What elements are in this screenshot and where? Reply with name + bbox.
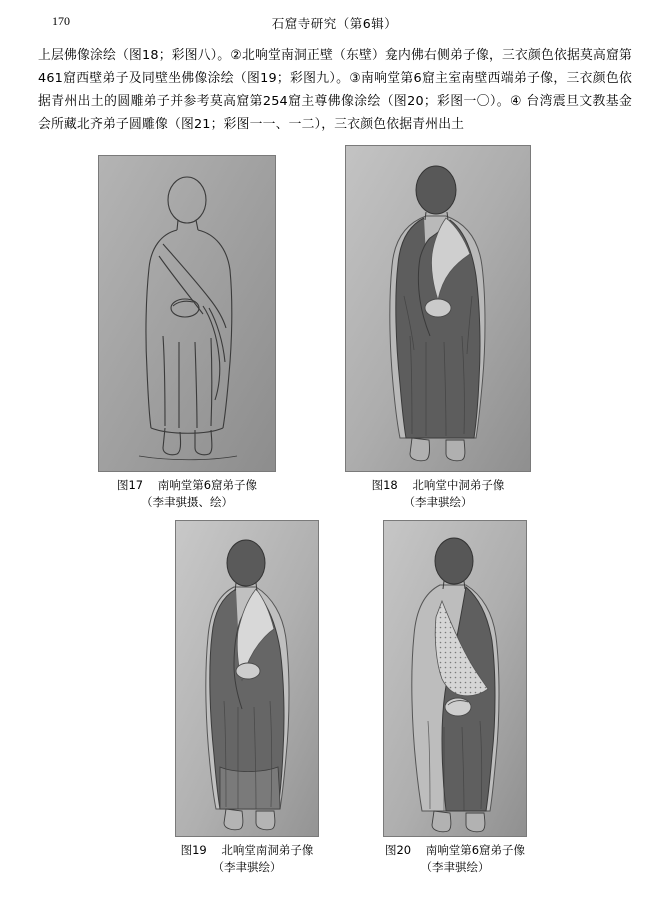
figure-18-caption [345, 477, 531, 511]
figure-20-label: 图20 [384, 843, 412, 857]
figure-17-image [98, 155, 276, 472]
figure-20-caption [383, 842, 527, 876]
figure-19-credit: （李聿骐绘） [212, 860, 282, 874]
paragraph-text: 上层佛像涂绘（图18；彩图八）。②北响堂南洞正壁（东壁）龛内佛右侧弟子像，三衣颜色依据莫高窟第461窟西壁弟子及同壁坐佛像涂绘（图19；彩图九）。③南响堂第6窟主室南壁西端弟子像，三衣颜色依据青州出土的圆雕弟子并参考莫高窟第254窟主尊佛像涂绘（图20；彩图一〇）。④ 台湾震旦文教基金会所藏北齐弟子圆雕像（图21；彩图一一、一二），三衣颜色依据青州出土 [38, 48, 632, 132]
figure-18-label: 图18 [371, 478, 398, 492]
page-number: 170 [52, 14, 70, 28]
figure-18-credit: （李聿骐绘） [403, 495, 473, 509]
figure-17-label: 图17 [116, 478, 144, 492]
painted-monk-2 [346, 146, 530, 471]
figure-20-credit: （李聿骐绘） [420, 860, 490, 874]
figure-20-title: 南响堂第6窟弟子像 [425, 843, 526, 857]
figure-17 [98, 155, 276, 511]
figure-19-title: 北响堂南洞弟子像 [221, 843, 314, 857]
figure-17-caption [98, 477, 276, 511]
figure-17-credit: （李聿骐摄、绘） [141, 495, 233, 509]
line-drawing-monk-1 [99, 156, 275, 471]
running-title: 石窟寺研究（第6辑） [271, 16, 398, 31]
figure-19-caption [175, 842, 319, 876]
figure-18-title: 北响堂中洞弟子像 [412, 478, 505, 492]
painted-monk-4 [384, 521, 526, 836]
painted-monk-3 [176, 521, 318, 836]
figure-19-label: 图19 [180, 843, 207, 857]
figure-18 [345, 145, 531, 511]
figure-18-image [345, 145, 531, 472]
figure-17-title: 南响堂第6窟弟子像 [157, 478, 258, 492]
figure-20-image [383, 520, 527, 837]
figure-19-image [175, 520, 319, 837]
figure-20 [383, 520, 527, 876]
figure-19 [175, 520, 319, 876]
